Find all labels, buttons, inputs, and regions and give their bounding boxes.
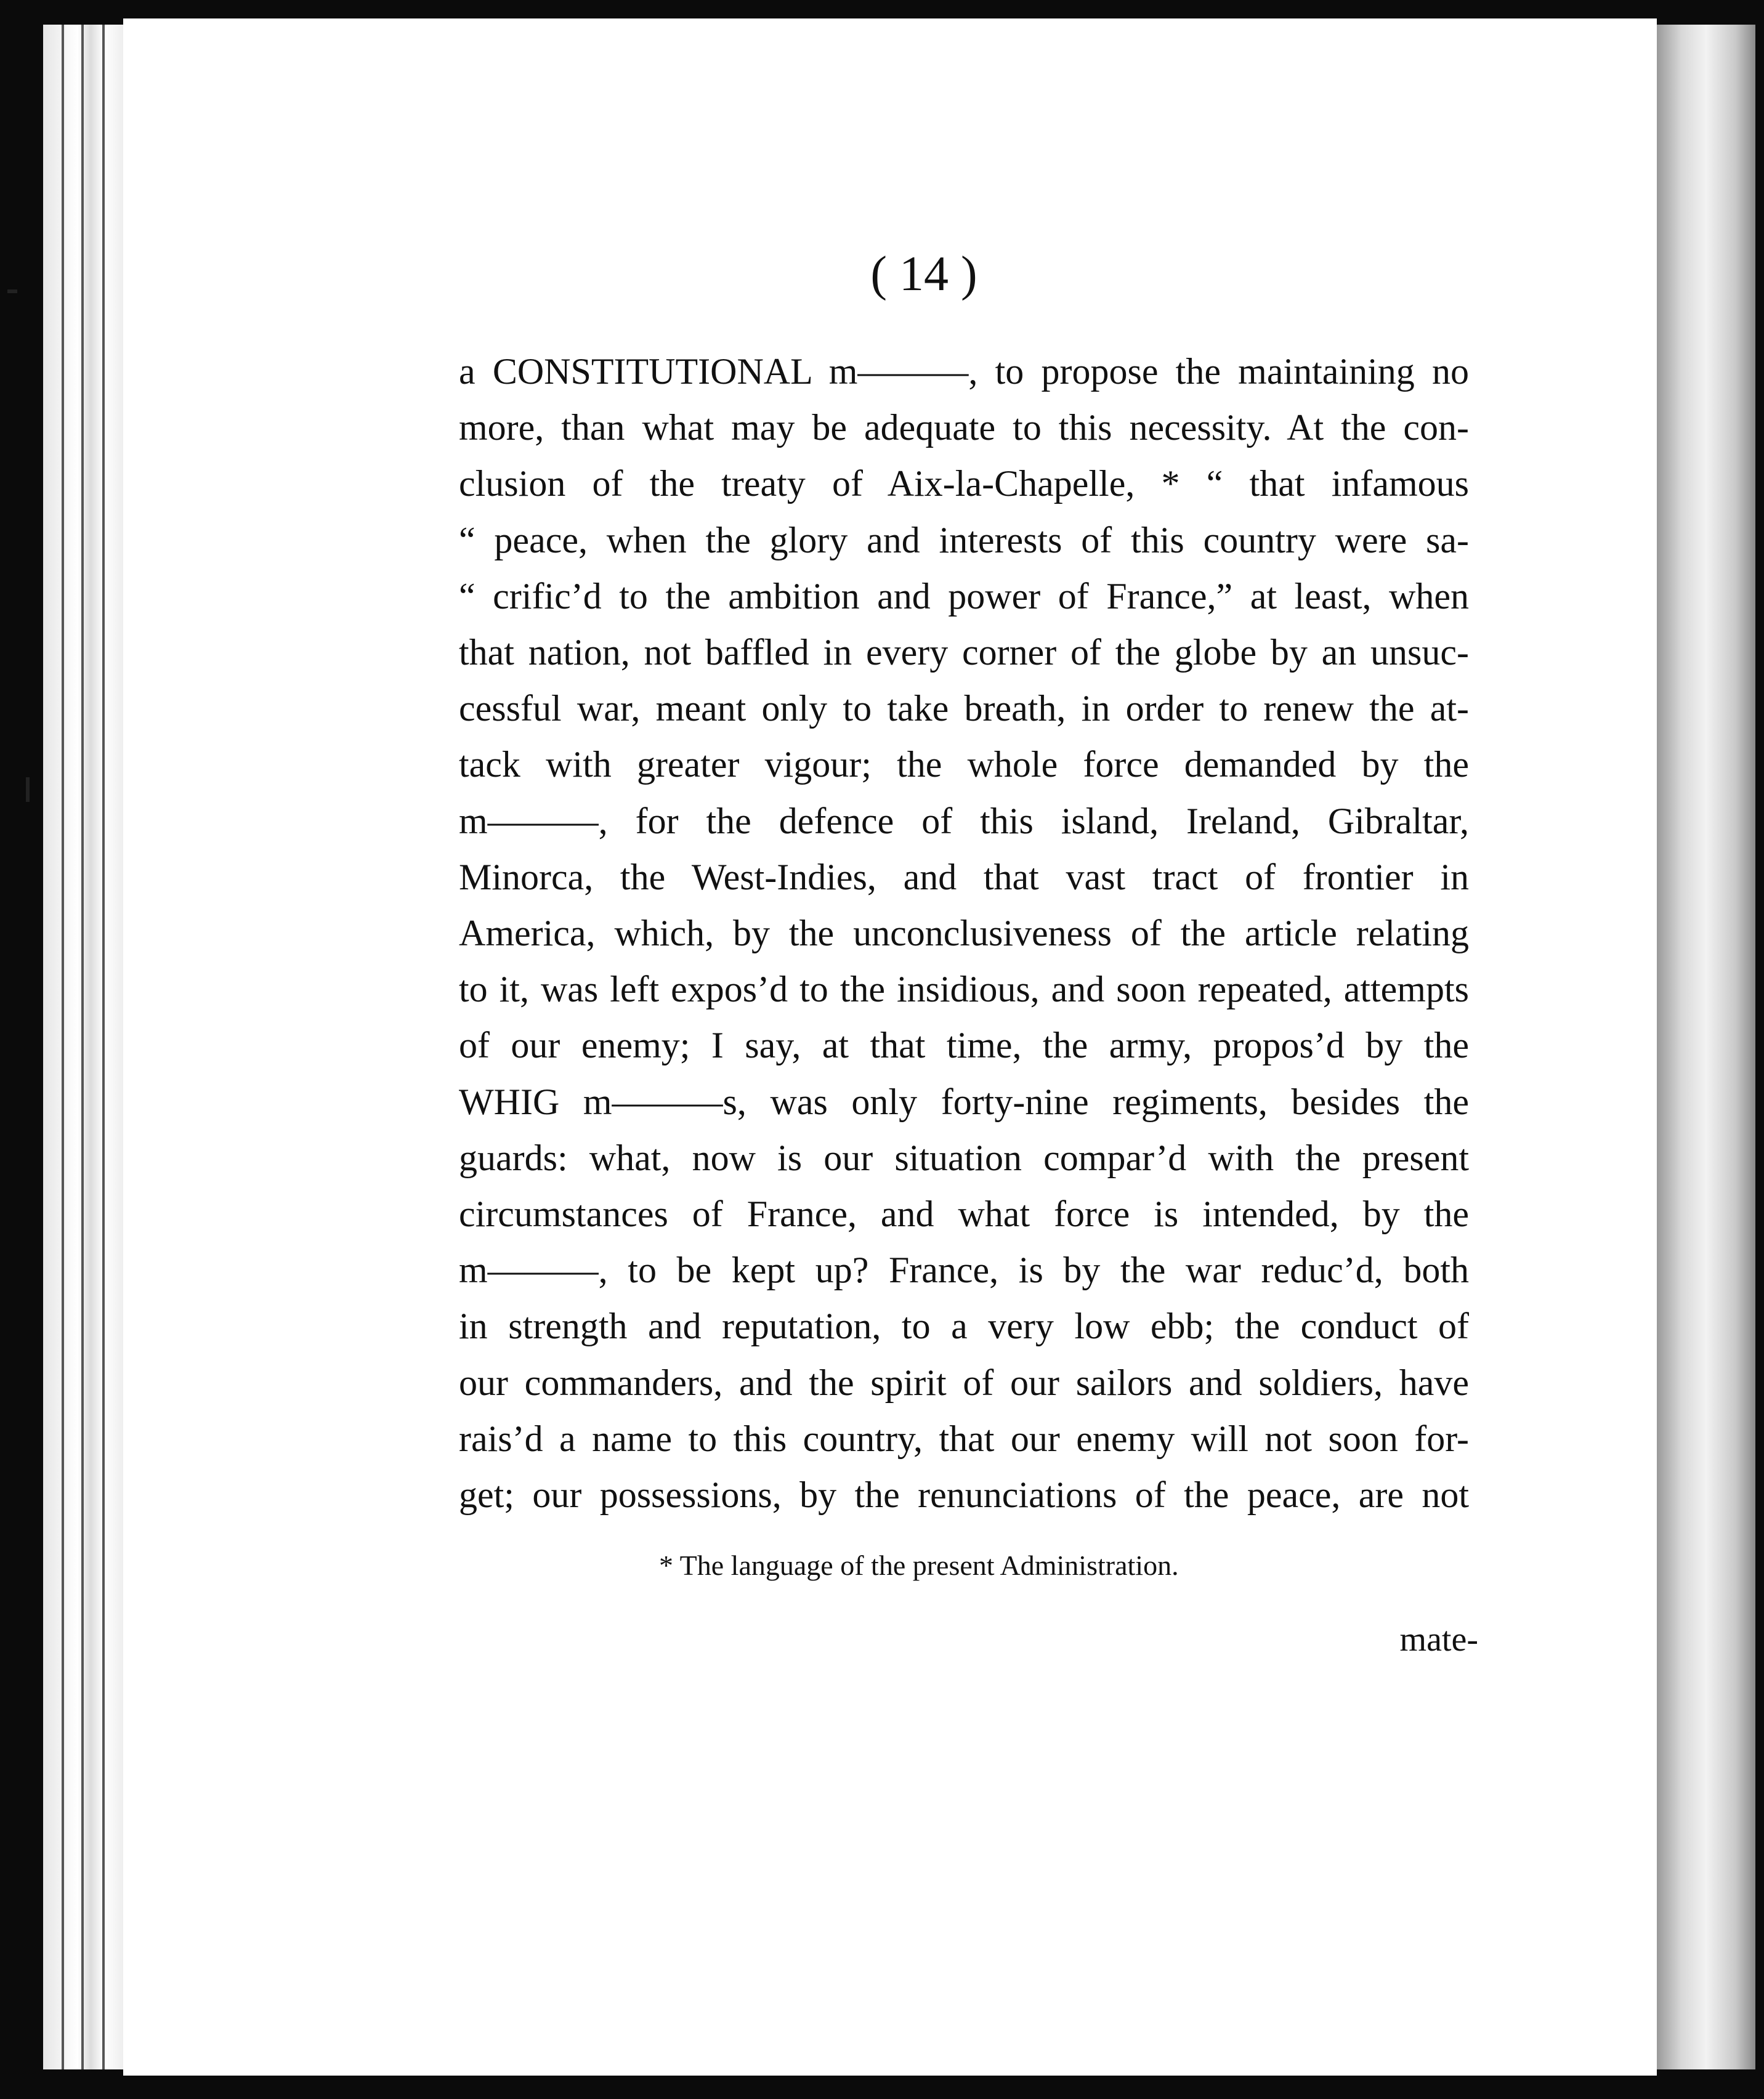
text-line: “ peace, when the glory and interests of this country were sa-	[459, 519, 1469, 560]
text-line: that nation, not baffled in every corner of the globe by an unsuc-	[459, 632, 1469, 673]
text-line: WHIG m———s, was only forty-nine regiments, besides the	[459, 1081, 1469, 1122]
text-line: m———, to be kept up? France, is by the war reduc’d, both	[459, 1250, 1469, 1291]
page-edge-line	[62, 25, 64, 2069]
text-line: our commanders, and the spirit of our sailors and soldiers, have	[459, 1362, 1469, 1403]
text-line: more, than what may be adequate to this necessity. At the con-	[459, 407, 1469, 448]
text-line: get; our possessions, by the renunciations of the peace, are not	[459, 1474, 1469, 1516]
body-text	[459, 344, 1469, 1523]
text-line: clusion of the treaty of Aix-la-Chapelle, * “ that infamous	[459, 463, 1469, 504]
page-edge-line	[102, 25, 105, 2069]
margin-speck	[7, 289, 17, 293]
text-line: “ crific’d to the ambition and power of France,” at least, when	[459, 575, 1469, 617]
text-line: of our enemy; I say, at that time, the army, propos’d by the	[459, 1025, 1469, 1066]
text-line: Minorca, the West-Indies, and that vast tract of frontier in	[459, 856, 1469, 897]
text-line: guards: what, now is our situation compar’d with the present	[459, 1137, 1469, 1178]
text-line: m———, for the defence of this island, Ireland, Gibraltar,	[459, 800, 1469, 841]
text-line: in strength and reputation, to a very low ebb; the conduct of	[459, 1306, 1469, 1347]
text-line: tack with greater vigour; the whole force demanded by the	[459, 744, 1469, 785]
catchword: mate-	[1399, 1620, 1478, 1659]
text-line: to it, was left expos’d to the insidious, and soon repeated, attempts	[459, 969, 1469, 1010]
text-line: cessful war, meant only to take breath, in order to renew the at-	[459, 688, 1469, 729]
text-line: a CONSTITUTIONAL m———, to propose the maintaining no	[459, 351, 1469, 392]
margin-speck	[26, 777, 30, 802]
page-number: ( 14 )	[870, 247, 977, 301]
page-edge-line	[81, 25, 84, 2069]
page-edge-left	[43, 25, 129, 2069]
text-line: circumstances of France, and what force is intended, by the	[459, 1194, 1469, 1235]
text-line: rais’d a name to this country, that our enemy will not soon for-	[459, 1418, 1469, 1459]
text-line: America, which, by the unconclusiveness of the article relating	[459, 913, 1469, 954]
page-edge-right	[1657, 25, 1755, 2069]
footnote: * The language of the present Administration.	[659, 1550, 1179, 1581]
